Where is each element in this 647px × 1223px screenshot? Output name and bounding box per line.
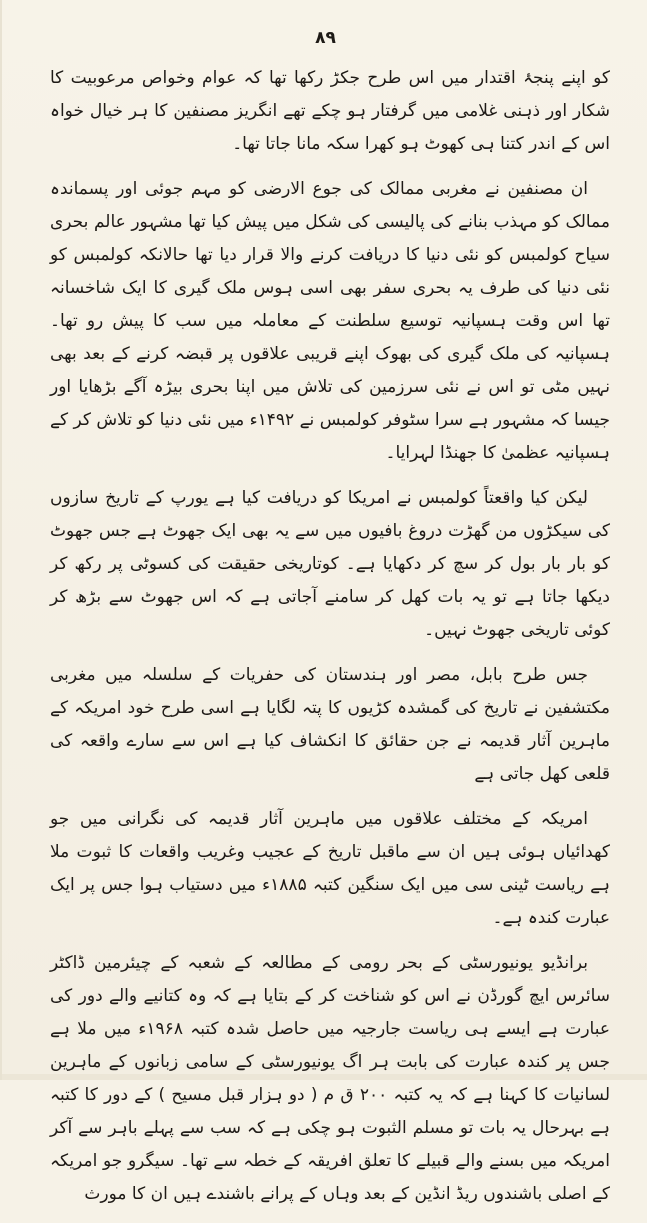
page-body — [50, 62, 610, 1223]
paragraph-5: امریکہ کے مختلف علاقوں میں ماہرین آثار قدیمہ کی نگرانی میں جو کھدائیاں ہوئی ہیں ان سے ماقبل تاریخ کے عجیب وغریب واقعات کا ثبوت ملا ہے ریاست ٹینی سی میں ایک سنگین کتبہ ۱۸۸۵ء میں دستیاب ہوا جس پر ایک عبارت کندہ ہے۔ — [50, 809, 610, 928]
paragraph-1: کو اپنے پنجۂ اقتدار میں اس طرح جکڑ رکھا تھا کہ عوام وخواص مرعوبیت کا شکار اور ذہنی غلامی میں گرفتار ہو چکے تھے انگریز مصنفین کا ہر خیال خواہ اس کے اندر کتنا ہی کھوٹ ہو کھرا سکہ مانا جاتا تھا۔ — [50, 68, 610, 154]
paragraph-6: برانڈیو یونیورسٹی کے بحر رومی کے مطالعہ کے شعبہ کے چیئرمین ڈاکٹر سائرس ایچ گورڈن نے اس کو شناخت کر کے بتایا ہے کہ وہ کتانیے والے دور کی عبارت ہے ایسے ہی ریاست جارجیہ میں حاصل شدہ کتبہ ۱۹۶۸ء میں ملا ہے جس پر کندہ عبارت کی بابت ہر اگ یونیورسٹی کے سامی زبانوں کے ماہرین لسانیات کا کہنا ہے کہ یہ کتبہ ۲۰۰ ق م ( دو ہزار قبل مسیح ) کے دور کا کتبہ ہے بہرحال یہ بات تو مسلم الثبوت ہو چکی ہے کہ سب سے پہلے باہر سے آکر امریکہ میں بسنے والے قبیلے کا تعلق افریقہ کے خطہ سے تھا۔ سیگرو جو امریکہ کے اصلی باشندوں ریڈ انڈین کے بعد وہاں کے پرانے باشندے ہیں ان کا مورث — [50, 953, 611, 1204]
paragraph-4: جس طرح بابل، مصر اور ہندستان کی حفریات کے سلسلہ میں مغربی مکتشفین نے تاریخ کی گمشدہ کڑیوں کا پتہ لگایا ہے اسی طرح خود امریکہ کے ماہرین آثار قدیمہ نے جن حقائق کا انکشاف کیا ہے اس سے سارے واقعہ کی قلعی کھل جاتی ہے — [50, 665, 610, 784]
paragraph-3: لیکن کیا واقعتاً کولمبس نے امریکا کو دریافت کیا ہے یورپ کے تاریخ سازوں کی سیکڑوں من گھڑت دروغ بافیوں میں سے یہ بھی ایک جھوٹ ہے جس جھوٹ کو بار بار بول کر سچ کر دکھایا ہے۔ کوتاریخی حقیقت کی کسوٹی پر رکھ کر دیکھا جاتا ہے تو یہ بات کھل کر سامنے آجاتی ہے کہ اس جھوٹ سے بڑھ کر کوئی تاریخی جھوٹ نہیں۔ — [50, 488, 610, 640]
page-bottom-edge — [2, 1074, 647, 1080]
page-number: ۸۹ — [315, 28, 336, 48]
paragraph-2: ان مصنفین نے مغربی ممالک کی جوع الارضی کو مہم جوئی اور پسماندہ ممالک کو مہذب بنانے کی پالیسی کی شکل میں پیش کیا تھا مشہور عالم بحری سیاح کولمبس کو نئی دنیا کا دریافت کرنے والا قرار دیا تھا حالانکہ کولمبس کو نئی دنیا کی طرف یہ بحری سفر بھی اسی ہوس ملک گیری کا ایک شاخسانہ تھا اس وقت ہسپانیہ توسیع سلطنت کے معاملہ میں سب کا پیش رو تھا۔ ہسپانیہ کی ملک گیری کی بھوک اپنے قریبی علاقوں پر قبضہ کرنے کے بعد بھی نہیں مٹی تو اس نے نئی سرزمین کی تلاش میں اپنا بحری بیڑہ آگے بڑھایا اور جیسا کہ مشہور ہے سرا سٹوفر کولمبس نے ۱۴۹۲ء میں نئی دنیا کو تلاش کر کے ہسپانیہ عظمیٰ کا جھنڈا لہرایا۔ — [49, 179, 610, 463]
